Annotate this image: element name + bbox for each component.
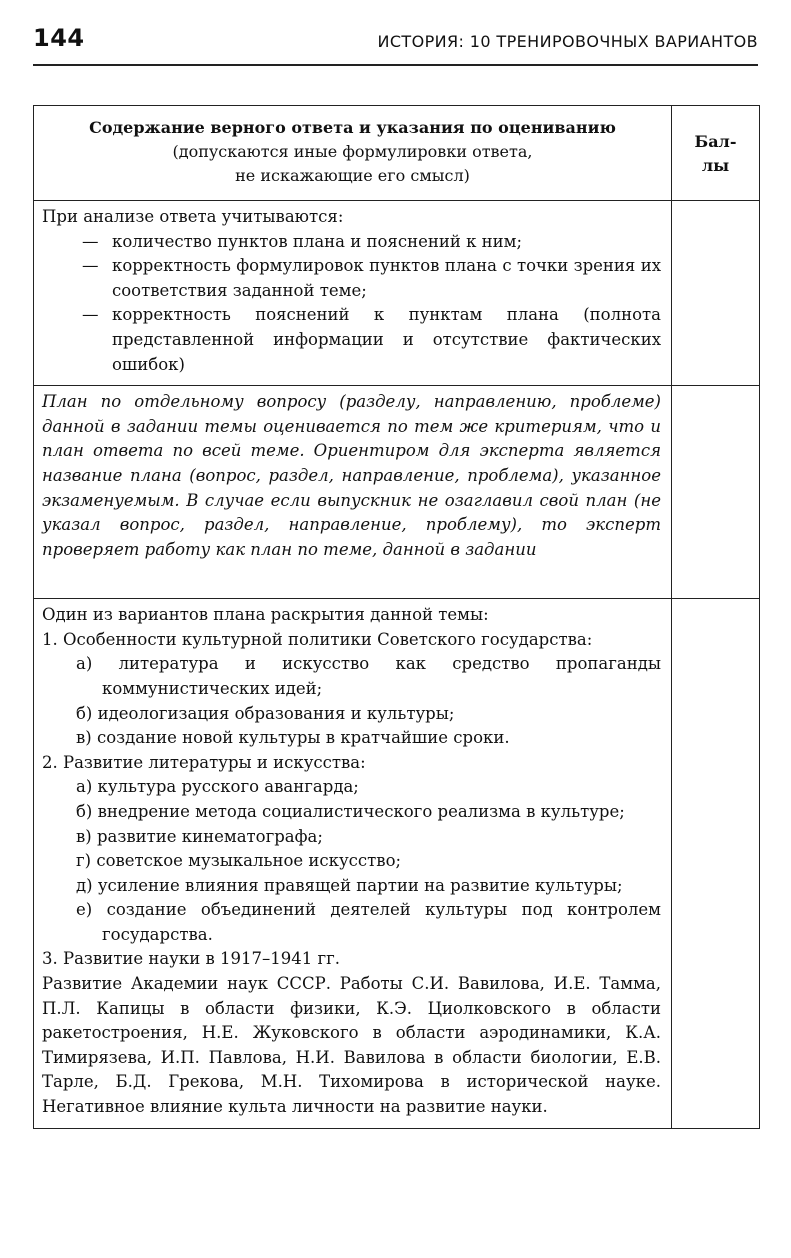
table-header-row (34, 106, 760, 201)
plan-subitem: в) создание новой культуры в кратчайшие сроки. (76, 728, 510, 748)
plan-subitem: е) создание объединений деятелей культуры под контролем государства. (76, 900, 661, 944)
plan-subitem: а) литература и искусство как средство пропаганды коммунистических идей; (76, 654, 661, 698)
dash-marker: — (82, 256, 99, 276)
list-item (42, 230, 661, 255)
plan-point-3-text: Развитие Академии наук СССР. Работы С.И. Вавилова, И.Е. Тамма, П.Л. Капицы в области физики, К.Э. Циолковского в области ракетостроения, Н.Е. Жуковского в области аэродинамики, К.А. Тимирязева, И.П. Павлова, Н.И. Вавилова в области биологии, Е.В. Тарле, Б.Д. Грекова, М.Н. Тихомирова в исторической науке. Негативное влияние культа личности на развитие науки. (42, 974, 661, 1117)
list-item (42, 254, 661, 303)
points-header-line1: Бал- (694, 132, 737, 151)
points-cell (672, 386, 760, 599)
page-number: 144 (33, 24, 85, 52)
dash-marker: — (82, 305, 99, 325)
column-header-title: Содержание верного ответа и указания по оцениванию (89, 118, 616, 137)
column-header-note-line1: (допускаются иные формулировки ответа, (172, 142, 533, 161)
plan-point-3: 3. Развитие науки в 1917–1941 гг. (42, 949, 340, 969)
criteria-cell (34, 201, 672, 386)
criteria-item-text: количество пунктов плана и пояснений к ним; (112, 231, 523, 251)
evaluation-note: План по отдельному вопросу (разделу, направлению, проблеме) данной в задании темы оценивается по тем же критериям, что и план ответа по всей теме. Ориентиром для эксперта является название плана (вопрос, раздел, направление, проблема), указанное экзаменуемым. В случае если выпускник не озаглавил свой план (не указал вопрос, раздел, направление, проблему), то эксперт проверяет работу как план по теме, данной в задании (42, 392, 661, 559)
column-header-note-line2: не искажающие его смысл) (235, 166, 470, 185)
criteria-item-text: корректность пояснений к пунктам плана (полнота представленной информации и отсутствие фактических ошибок) (112, 305, 661, 374)
plan-subitem: б) идеологизация образования и культуры; (76, 703, 455, 723)
criteria-item-text: корректность формулировок пунктов плана с точки зрения их соответствия заданной теме; (112, 256, 661, 300)
list-item (42, 303, 661, 377)
criteria-intro: При анализе ответа учитываются: (42, 207, 344, 226)
points-header-line2: лы (701, 156, 730, 175)
running-title: ИСТОРИЯ: 10 ТРЕНИРОВОЧНЫХ ВАРИАНТОВ (377, 32, 758, 51)
plan-subitem: г) советское музыкальное искусство; (76, 851, 402, 871)
plan-subitem: а) культура русского авангарда; (76, 777, 359, 797)
plan-subitem: в) развитие кинематографа; (76, 826, 323, 846)
column-header-content (34, 106, 672, 201)
table-row (34, 599, 760, 1128)
plan-intro: Один из вариантов плана раскрытия данной темы: (42, 605, 489, 625)
page-header (33, 24, 758, 66)
points-cell (672, 201, 760, 386)
table-row (34, 201, 760, 386)
table-row (34, 386, 760, 599)
plan-subitem: д) усиление влияния правящей партии на развитие культуры; (76, 875, 623, 895)
plan-subitem: б) внедрение метода социалистического реализма в культуре; (76, 801, 625, 821)
plan-point-1: 1. Особенности культурной политики Советского государства: (42, 629, 593, 649)
column-header-points (672, 106, 760, 201)
grading-table (33, 105, 760, 1129)
dash-marker: — (82, 231, 99, 251)
plan-cell (34, 599, 672, 1128)
points-cell (672, 599, 760, 1128)
note-cell (34, 386, 672, 599)
plan-point-2: 2. Развитие литературы и искусства: (42, 752, 366, 772)
